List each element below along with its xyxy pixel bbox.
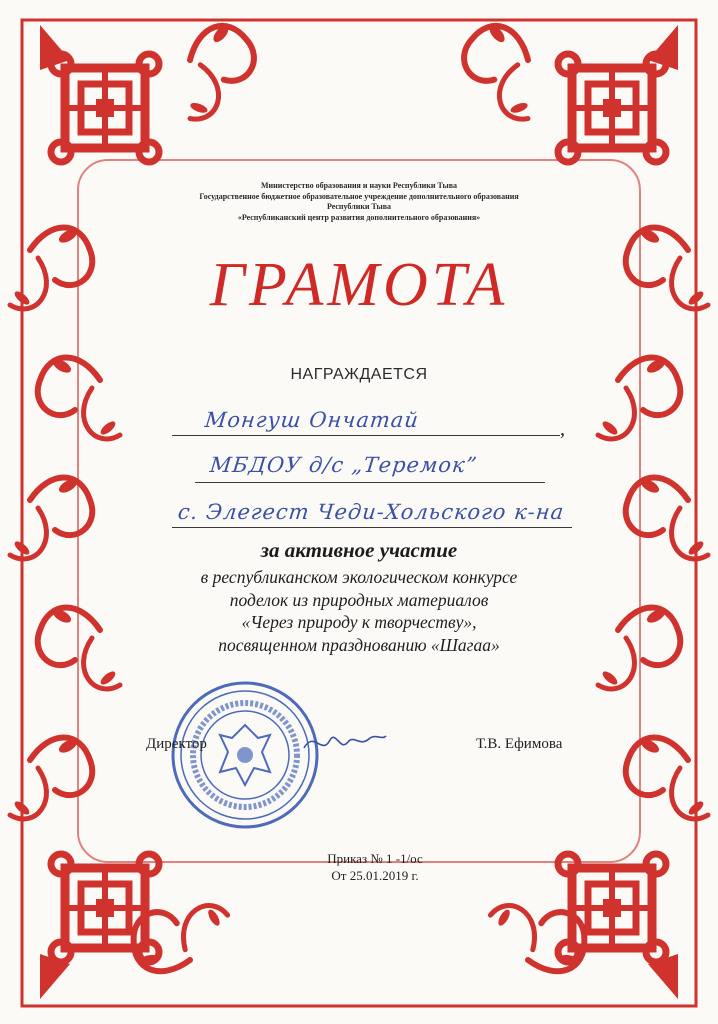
order-date: От 25.01.2019 г. [331,868,419,883]
director-name: Т.В. Ефимова [476,736,563,752]
reason-line: посвященном празднованию «Шагаа» [218,634,500,655]
issuer-line: «Республиканский центр развития дополнительного образования» [237,212,481,222]
reason-line: поделок из природных материалов [229,589,489,610]
comma: , [560,418,565,440]
director-label: Директор [146,736,207,752]
award-reason-text [0,566,718,656]
recipient-name: Монгуш Ончатай [203,408,421,432]
recipient-institution-underline [195,482,545,483]
issuer-line: Министерство образования и науки Республики Тыва [260,181,458,190]
recipient-location: с. Элегест Чеди-Хольского к-на [176,500,566,524]
handwritten-signature [300,722,390,762]
reason-line: «Через природу к творчеству», [241,612,477,632]
certificate-title: ГРАМОТА [209,251,509,319]
awarded-label: НАГРАЖДАЕТСЯ [290,366,428,383]
official-stamp [170,680,320,830]
recipient-name-underline [172,435,560,436]
award-reason-headline: за активное участие [260,538,458,562]
reason-line: в республиканском экологическом конкурсе [200,567,518,587]
issuer-line: Республики Тыва [326,202,392,211]
issuer-header [150,181,568,223]
issuer-line: Государственное бюджетное образовательное учреждение дополнительного образования [199,191,519,201]
order-reference [300,850,450,884]
recipient-location-underline [172,527,572,528]
order-number: Приказ № 1 -1/ос [327,851,423,866]
recipient-institution: МБДОУ д/с „Теремок” [208,453,479,477]
